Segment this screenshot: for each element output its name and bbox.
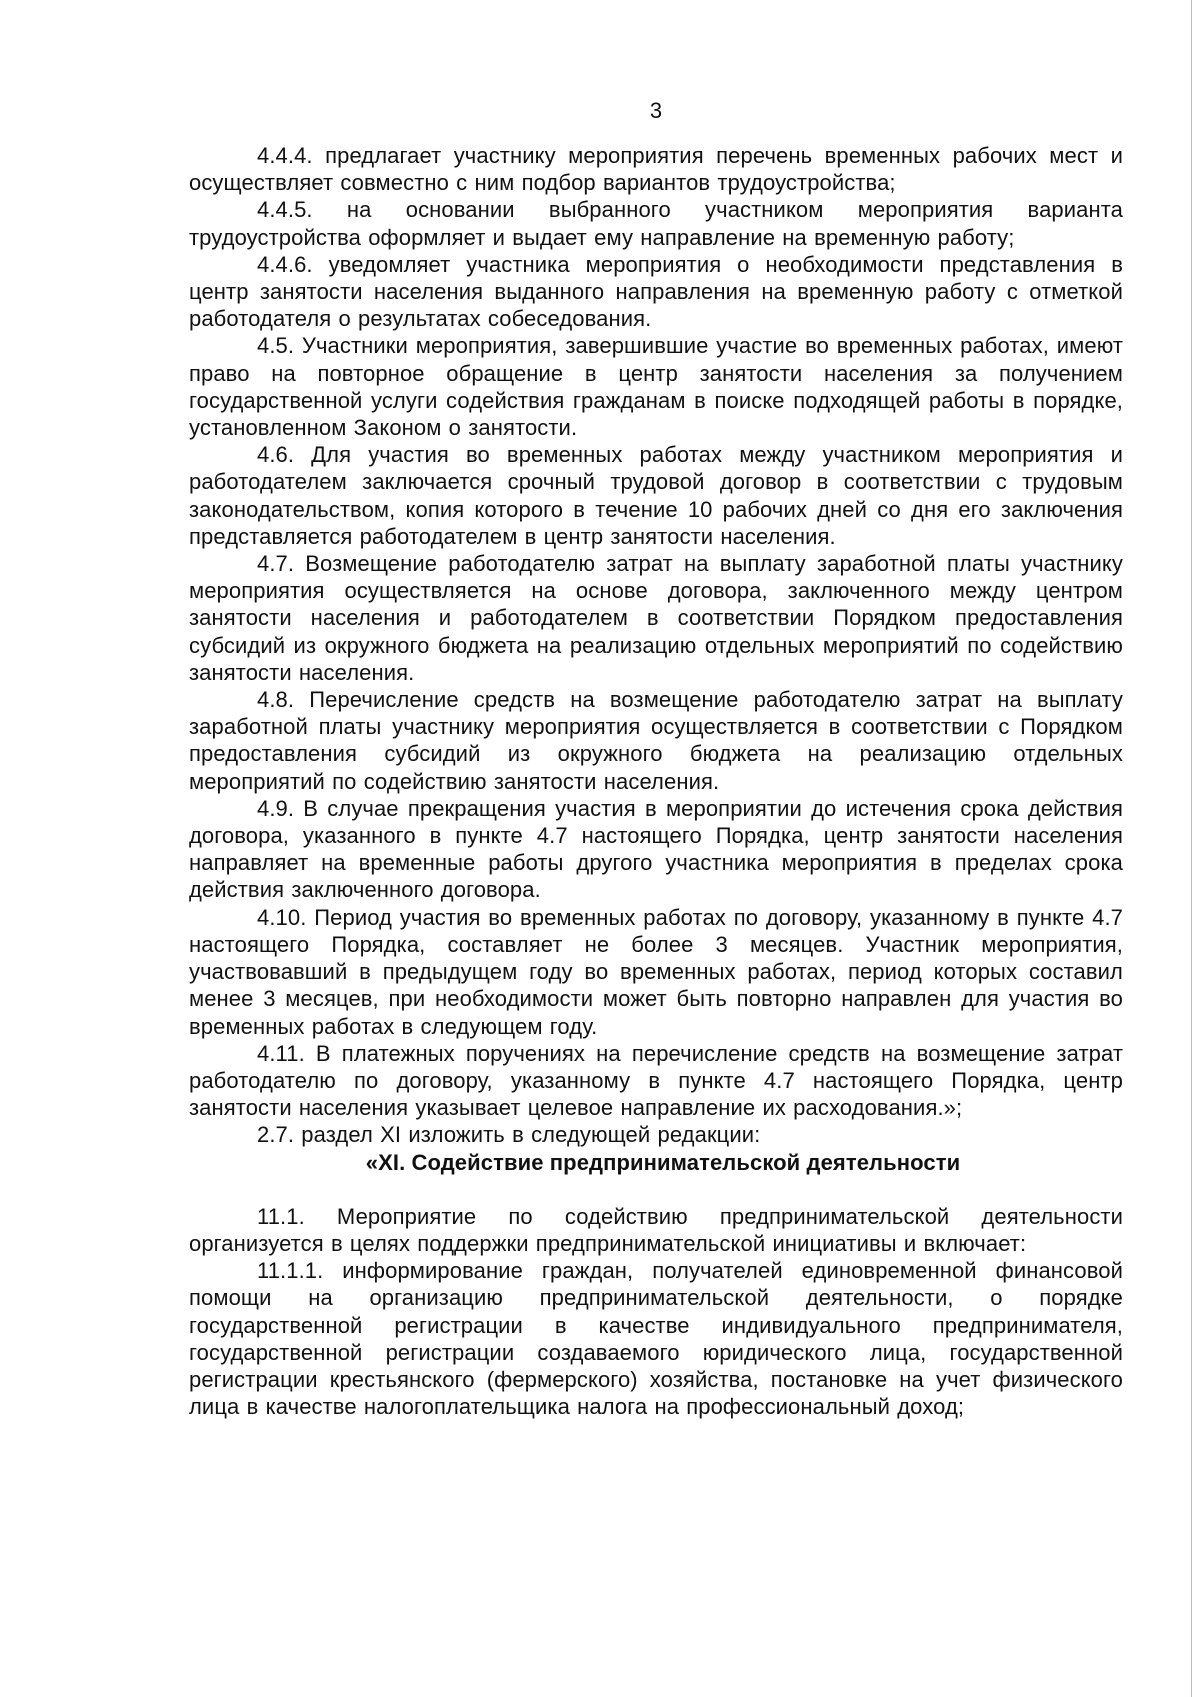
paragraph-4-9: 4.9. В случае прекращения участия в мероприятии до истечения срока действия договора, указанного в пункте 4.7 настоящего Порядка, центр занятости населения направляет на временные работы другого участника мероприятия в пределах срока действия заключенного договора. <box>189 795 1123 903</box>
paragraph-4-10: 4.10. Период участия во временных работах по договору, указанному в пункте 4.7 настоящего Порядка, составляет не более 3 месяцев. Участник мероприятия, участвовавший в предыдущем году во временных работах, период которых составил менее 3 месяцев, при необходимости может быть повторно направлен для участия во временных работах в следующем году. <box>189 904 1123 1039</box>
document-body <box>189 142 1123 1420</box>
paragraph-4-4-6: 4.4.6. уведомляет участника мероприятия о необходимости представления в центр занятости населения выданного направления на временную работу с отметкой работодателя о результатах собеседования. <box>189 251 1123 332</box>
page-number: 3 <box>649 98 663 123</box>
paragraph-11-1-1: 11.1.1. информирование граждан, получателей единовременной финансовой помощи на организацию предпринимательской деятельности, о порядке государственной регистрации в качестве индивидуального предпринимателя, государственной регистрации создаваемого юридического лица, государственной регистрации крестьянского (фермерского) хозяйства, постановке на учет физического лица в качестве налогоплательщика налога на профессиональный доход; <box>189 1258 1123 1420</box>
blank-line <box>189 1176 1123 1203</box>
paragraph-4-8: 4.8. Перечисление средств на возмещение работодателю затрат на выплату заработной платы участнику мероприятия осуществляется в соответствии с Порядком предоставления субсидий из окружного бюджета на реализацию отдельных мероприятий по содействию занятости населения. <box>189 687 1123 794</box>
paragraph-4-5: 4.5. Участники мероприятия, завершившие участие во временных работах, имеют право на повторное обращение в центр занятости населения за получением государственной услуги содействия гражданам в поиске подходящей работы в порядке, установленном Законом о занятости. <box>189 333 1123 441</box>
page-edge-line <box>1191 0 1192 1697</box>
paragraph-11-1: 11.1. Мероприятие по содействию предпринимательской деятельности организуется в целях поддержки предпринимательской инициативы и включает: <box>189 1203 1123 1256</box>
paragraph-4-7: 4.7. Возмещение работодателю затрат на выплату заработной платы участнику мероприятия осуществляется на основе договора, заключенного между центром занятости населения и работодателем в соответствии Порядком предоставления субсидий из окружного бюджета на реализацию отдельных мероприятий по содействию занятости населения. <box>189 551 1123 685</box>
paragraph-4-11: 4.11. В платежных поручениях на перечисление средств на возмещение затрат работодателю по договору, указанному в пункте 4.7 настоящего Порядка, центр занятости населения указывает целевое направление их расходования.»; <box>189 1040 1123 1121</box>
paragraph-4-4-4: 4.4.4. предлагает участнику мероприятия перечень временных рабочих мест и осуществляет совместно с ним подбор вариантов трудоустройства; <box>189 143 1123 196</box>
paragraph-4-6: 4.6. Для участия во временных работах между участником мероприятия и работодателем заключается срочный трудовой договор в соответствии с трудовым законодательством, копия которого в течение 10 рабочих дней со дня его заключения представляется работодателем в центр занятости населения. <box>189 442 1123 549</box>
paragraph-4-4-5: 4.4.5. на основании выбранного участником мероприятия варианта трудоустройства оформляет и выдает ему направление на временную работу; <box>189 197 1123 250</box>
section-heading: «XI. Содействие предпринимательской деятельности <box>365 1149 961 1175</box>
instruction-2-7: 2.7. раздел XI изложить в следующей редакции: <box>257 1122 761 1148</box>
